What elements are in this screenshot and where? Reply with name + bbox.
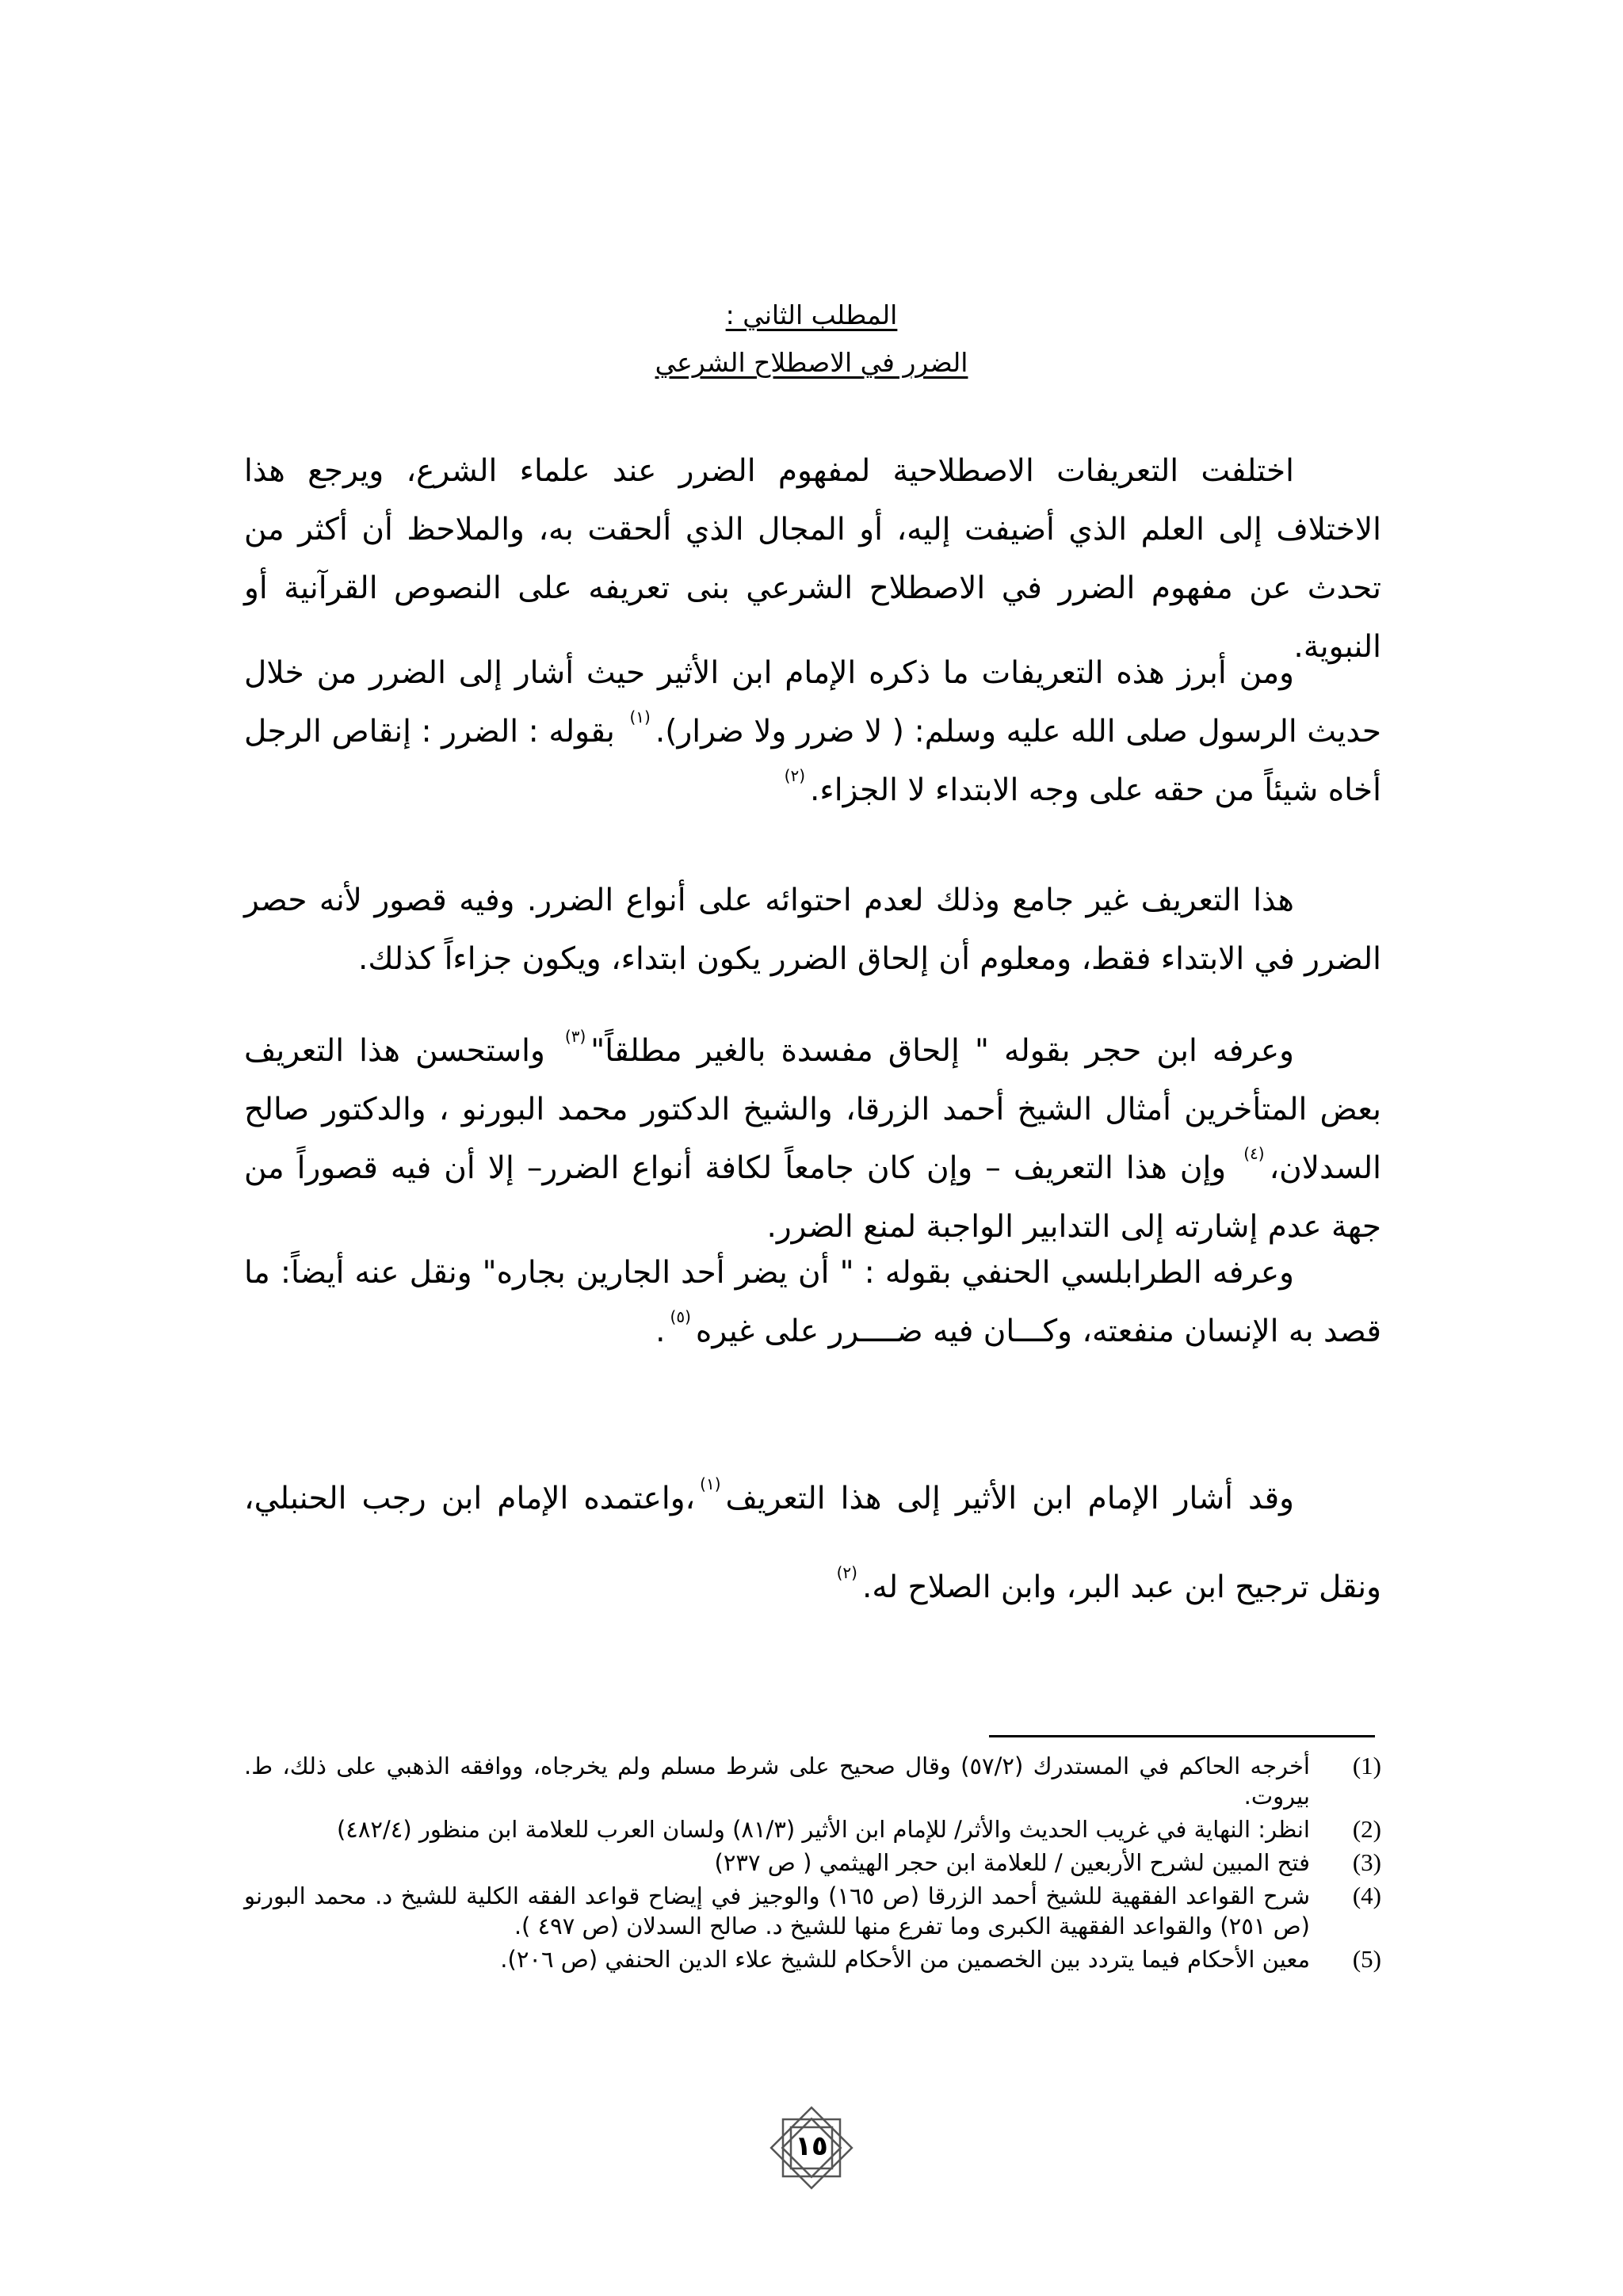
paragraph-text: ،واعتمده الإمام ابن رجب الحنبلي، ونقل ترجيح ابن عبد البر، وابن الصلاح له. xyxy=(244,1481,1381,1605)
footnote-text: معين الأحكام فيما يتردد بين الخصمين من الأحكام للشيخ علاء الدين الحنفي (ص ٢٠٦). xyxy=(500,1946,1310,1973)
footnote-ref[interactable]: (٣) xyxy=(564,1027,586,1046)
footnote-item xyxy=(244,1751,1381,1811)
footnote-ref[interactable]: (١) xyxy=(629,707,651,727)
footnote-number: (4) xyxy=(1352,1882,1381,1909)
footnote-number: (1) xyxy=(1352,1752,1381,1779)
footnote-ref[interactable]: (٢) xyxy=(836,1563,857,1582)
footnotes xyxy=(244,1751,1381,1978)
page-number-ornament xyxy=(767,2103,856,2192)
footnote-item xyxy=(244,1848,1381,1878)
footnote-item xyxy=(244,1881,1381,1941)
footnote-divider xyxy=(989,1735,1375,1737)
section-heading: المطلب الثاني : xyxy=(725,299,898,330)
footnote-text: شرح القواعد الفقهية للشيخ أحمد الزرقا (ص ١٦٥) والوجيز في إيضاح قواعد الفقه الكلية للشيخ د. محمد البورنو (ص ٢٥١) والقواعد الفقهية الكبرى وما تفرع منها للشيخ د. صالح السدلان (ص ٤٩٧ ). xyxy=(244,1882,1310,1939)
footnote-ref[interactable]: (٥) xyxy=(670,1307,691,1326)
footnote-ref[interactable]: (٤) xyxy=(1243,1144,1265,1163)
paragraph-text: اختلفت التعريفات الاصطلاحية لمفهوم الضرر عند علماء الشرع، ويرجع هذا الاختلاف إلى العلم الذي أضيفت إليه، أو المجال الذي ألحقت به، والملاحظ أن أكثر من تحدث عن مفهوم الضرر في الاصطلاح الشرعي بنى تعريفه على النصوص القرآنية أو النبوية. xyxy=(244,453,1381,665)
paragraph-text: هذا التعريف غير جامع وذلك لعدم احتوائه على أنواع الضرر. وفيه قصور لأنه حصر الضرر في الابتداء فقط، ومعلوم أن إلحاق الضرر يكون ابتداء، ويكون جزاءاً كذلك. xyxy=(244,883,1381,977)
footnote-number: (5) xyxy=(1352,1945,1381,1973)
paragraph-text: واستحسن هذا التعريف بعض المتأخرين أمثال الشيخ أحمد الزرقا، والشيخ الدكتور محمد البورنو ، والدكتور صالح السدلان، xyxy=(244,1033,1382,1186)
paragraph-text: وعرفه ابن حجر بقوله " إلحاق مفسدة بالغير مطلقاً" xyxy=(590,1033,1295,1069)
footnote-number: (3) xyxy=(1352,1848,1381,1876)
paragraph-text: بقوله : الضرر : إنقاص الرجل أخاه شيئاً من حقه على وجه الابتداء لا الجزاء. xyxy=(244,714,1381,808)
footnote-ref[interactable]: (١) xyxy=(700,1474,721,1493)
paragraph-intro xyxy=(244,442,1381,677)
footnote-text: انظر: النهاية في غريب الحديث والأثر/ للإمام ابن الأثير (٨١/٣) ولسان العرب للعلامة ابن منظور (٤٨٢/٤) xyxy=(336,1816,1310,1843)
footnote-text: فتح المبين لشرح الأربعين / للعلامة ابن حجر الهيثمي ( ص ٢٣٧) xyxy=(714,1849,1310,1876)
paragraph-tarablusi-definition xyxy=(244,1244,1381,1361)
paragraph-ibn-athir-definition xyxy=(244,644,1381,820)
paragraph-text: وإن هذا التعريف – وإن كان جامعاً لكافة أنواع الضرر– إلا أن فيه قصوراً من جهة عدم إشارته إلى التدابير الواجبة لمنع الضرر. xyxy=(244,1150,1381,1245)
footnote-ref[interactable]: (٢) xyxy=(784,766,806,785)
paragraph-ibn-hajar-definition xyxy=(244,1022,1381,1257)
paragraph-text: وعرفه الطرابلسي الحنفي بقوله : " أن يضر أحد الجارين بجاره" ونقل عنه أيضاً: ما قصد به الإنسان منفعته، وكـــان فيه ضــــرر على غيره xyxy=(244,1255,1381,1349)
paragraph-ibn-rajab xyxy=(244,1455,1381,1632)
paragraph-text: . xyxy=(655,1314,666,1349)
page-number: ١٥ xyxy=(795,2130,828,2162)
footnote-item xyxy=(244,1814,1381,1844)
footnote-text: أخرجه الحاكم في المستدرك (٥٧/٢) وقال صحيح على شرط مسلم ولم يخرجاه، ووافقه الذهبي على ذلك، ط. بيروت. xyxy=(244,1753,1310,1810)
paragraph-critique xyxy=(244,871,1381,989)
paragraph-text: ومن أبرز هذه التعريفات ما ذكره الإمام ابن الأثير حيث أشار إلى الضرر من خلال حديث الرسول صلى الله عليه وسلم: ( لا ضرر ولا ضرار). xyxy=(244,655,1381,749)
footnote-item xyxy=(244,1944,1381,1974)
section-title: الضرر في الاصطلاح الشرعي xyxy=(655,347,968,378)
footnote-number: (2) xyxy=(1352,1815,1381,1843)
paragraph-text: وقد أشار الإمام ابن الأثير إلى هذا التعريف xyxy=(725,1481,1294,1516)
